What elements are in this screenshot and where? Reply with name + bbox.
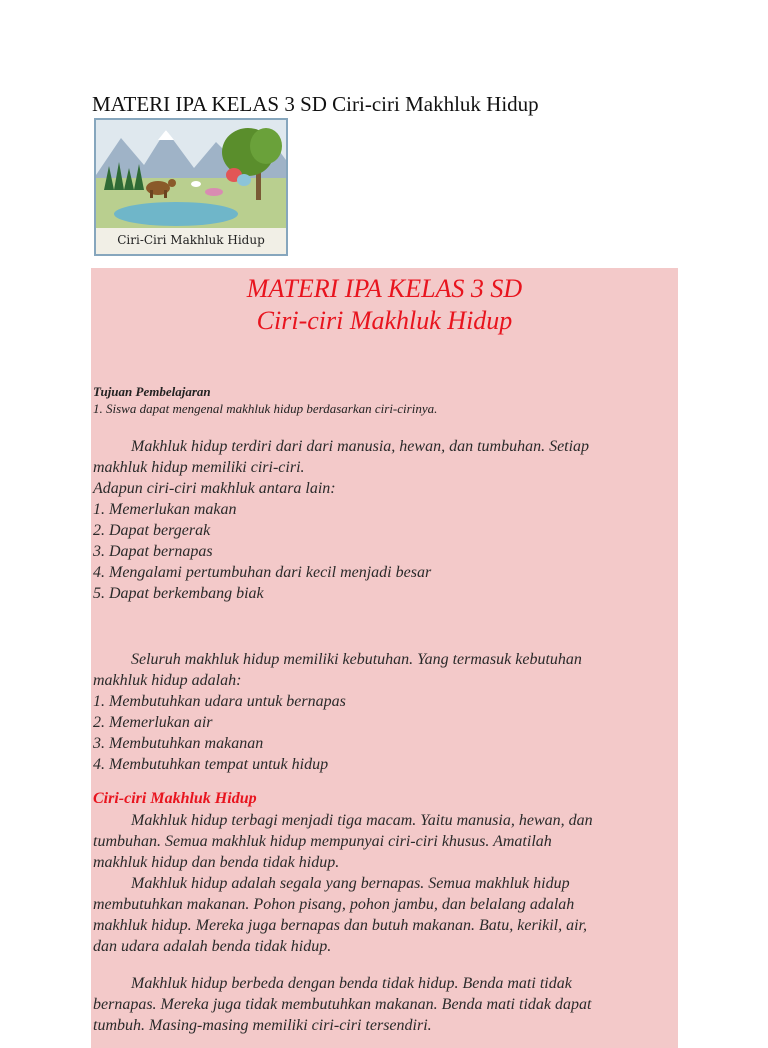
document-title: MATERI IPA KELAS 3 SD Ciri-ciri Makhluk Hidup <box>92 92 539 116</box>
paragraph-5-line: tumbuh. Masing-masing memiliki ciri-ciri tersendiri. <box>93 1017 432 1034</box>
paragraph-2-line: makhluk hidup adalah: <box>93 672 242 689</box>
paragraph-3-line: makhluk hidup dan benda tidak hidup. <box>93 854 340 871</box>
paragraph-4-line: dan udara adalah benda tidak hidup. <box>93 938 332 955</box>
list-item: 5. Dapat berkembang biak <box>93 585 264 602</box>
paragraph-1-line: makhluk hidup memiliki ciri-ciri. <box>93 459 305 476</box>
thumbnail-caption: Ciri-Ciri Makhluk Hidup <box>117 233 265 247</box>
list-item: 3. Dapat bernapas <box>93 543 213 560</box>
list-item: 1. Membutuhkan udara untuk bernapas <box>93 693 346 710</box>
paragraph-4-line: Makhluk hidup adalah segala yang bernapas. Semua makhluk hidup <box>131 875 570 892</box>
content-panel <box>91 268 678 1048</box>
paragraph-3-line: tumbuhan. Semua makhluk hidup mempunyai ciri-ciri khusus. Amatilah <box>93 833 552 850</box>
thumbnail-image <box>94 118 288 256</box>
list-item: 2. Memerlukan air <box>93 714 213 731</box>
paragraph-4-line: makhluk hidup. Mereka juga bernapas dan butuh makanan. Batu, kerikil, air, <box>93 917 587 934</box>
hero-title-line-1: MATERI IPA KELAS 3 SD <box>246 274 523 303</box>
paragraph-1-line: Makhluk hidup terdiri dari dari manusia, hewan, dan tumbuhan. Setiap <box>131 438 590 455</box>
paragraph-2-line: Seluruh makhluk hidup memiliki kebutuhan. Yang termasuk kebutuhan <box>131 651 582 668</box>
list-item: 1. Memerlukan makan <box>93 501 237 518</box>
list-item: 2. Dapat bergerak <box>93 522 211 539</box>
list-item: 3. Membutuhkan makanan <box>93 735 264 752</box>
paragraph-5-line: Makhluk hidup berbeda dengan benda tidak hidup. Benda mati tidak <box>131 975 572 992</box>
paragraph-3-line: Makhluk hidup terbagi menjadi tiga macam. Yaitu manusia, hewan, dan <box>131 812 593 829</box>
hero-title-line-2: Ciri-ciri Makhluk Hidup <box>256 306 513 335</box>
paragraph-1-line: Adapun ciri-ciri makhluk antara lain: <box>93 480 336 497</box>
list-item: 4. Membutuhkan tempat untuk hidup <box>93 756 329 773</box>
objectives-heading: Tujuan Pembelajaran <box>93 384 211 399</box>
list-item: 4. Mengalami pertumbuhan dari kecil menjadi besar <box>93 564 432 581</box>
section-heading: Ciri-ciri Makhluk Hidup <box>93 790 257 807</box>
paragraph-4-line: membutuhkan makanan. Pohon pisang, pohon jambu, dan belalang adalah <box>93 896 575 913</box>
paragraph-5-line: bernapas. Mereka juga tidak membutuhkan makanan. Benda mati tidak dapat <box>93 996 592 1013</box>
objectives-item: 1. Siswa dapat mengenal makhluk hidup berdasarkan ciri-cirinya. <box>93 401 438 416</box>
